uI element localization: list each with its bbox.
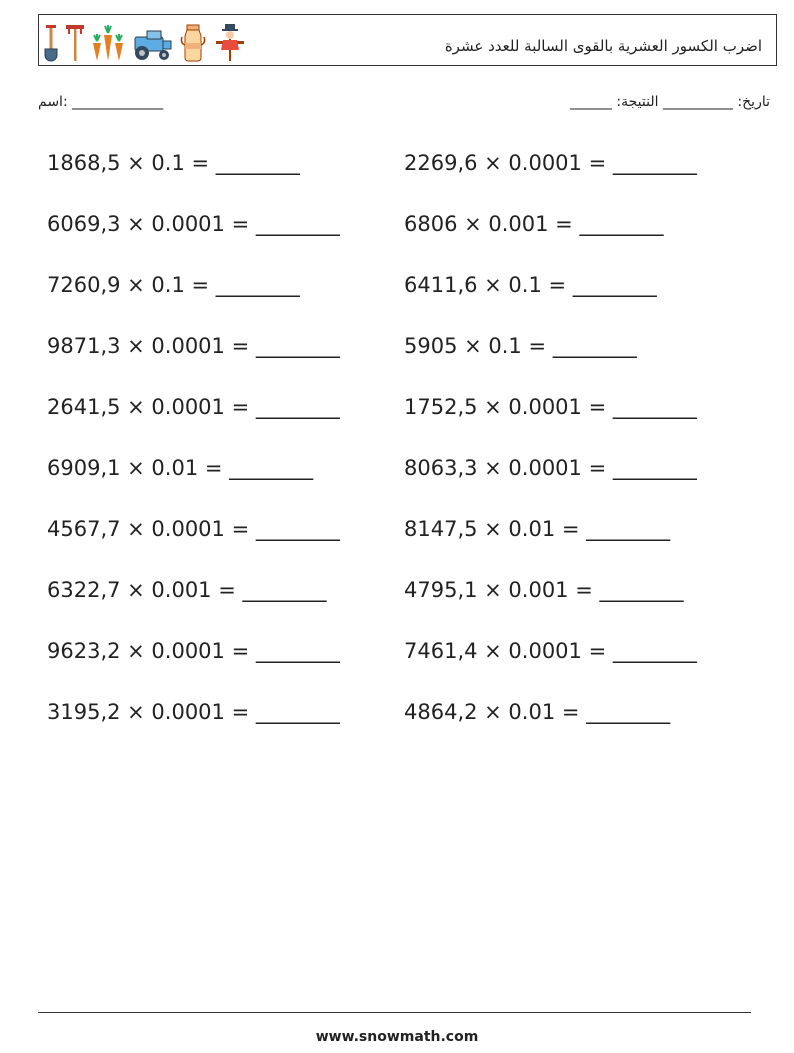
problem-right-7: 8147,5 × 0.01 = ________ [404,517,671,541]
problem-right-10: 4864,2 × 0.01 = ________ [404,700,671,724]
problem-left-2: 6069,3 × 0.0001 = ________ [47,212,340,236]
shovel-icon [43,23,59,63]
milk-can-icon [179,23,207,63]
tractor-icon [131,23,173,63]
date-score-field: ______ :تاريخ: __________ النتيجة [569,94,770,110]
footer-website: www.snowmath.com [315,1029,479,1045]
carrots-icon [91,23,125,63]
problem-left-5: 2641,5 × 0.0001 = ________ [47,395,340,419]
problem-right-9: 7461,4 × 0.0001 = ________ [404,639,697,663]
problem-right-8: 4795,1 × 0.001 = ________ [404,578,684,602]
problem-right-5: 1752,5 × 0.0001 = ________ [404,395,697,419]
problem-left-7: 4567,7 × 0.0001 = ________ [47,517,340,541]
problem-right-4: 5905 × 0.1 = ________ [404,334,637,358]
problem-left-1: 1868,5 × 0.1 = ________ [47,151,300,175]
name-field: اسم: _____________ [38,94,164,110]
problem-right-2: 6806 × 0.001 = ________ [404,212,664,236]
problem-right-3: 6411,6 × 0.1 = ________ [404,273,657,297]
worksheet-title: اضرب الكسور العشرية بالقوى السالبة للعدد عشرة [444,37,762,55]
problem-left-3: 7260,9 × 0.1 = ________ [47,273,300,297]
problem-left-4: 9871,3 × 0.0001 = ________ [47,334,340,358]
problem-right-6: 8063,3 × 0.0001 = ________ [404,456,697,480]
problem-left-6: 6909,1 × 0.01 = ________ [47,456,314,480]
scarecrow-icon [213,23,247,63]
problem-left-9: 9623,2 × 0.0001 = ________ [47,639,340,663]
problem-right-1: 2269,6 × 0.0001 = ________ [404,151,697,175]
worksheet-header [38,14,777,66]
problem-left-10: 3195,2 × 0.0001 = ________ [47,700,340,724]
header-icons [43,19,247,63]
rake-icon [65,23,85,63]
problem-left-8: 6322,7 × 0.001 = ________ [47,578,327,602]
footer-divider [38,1012,751,1013]
